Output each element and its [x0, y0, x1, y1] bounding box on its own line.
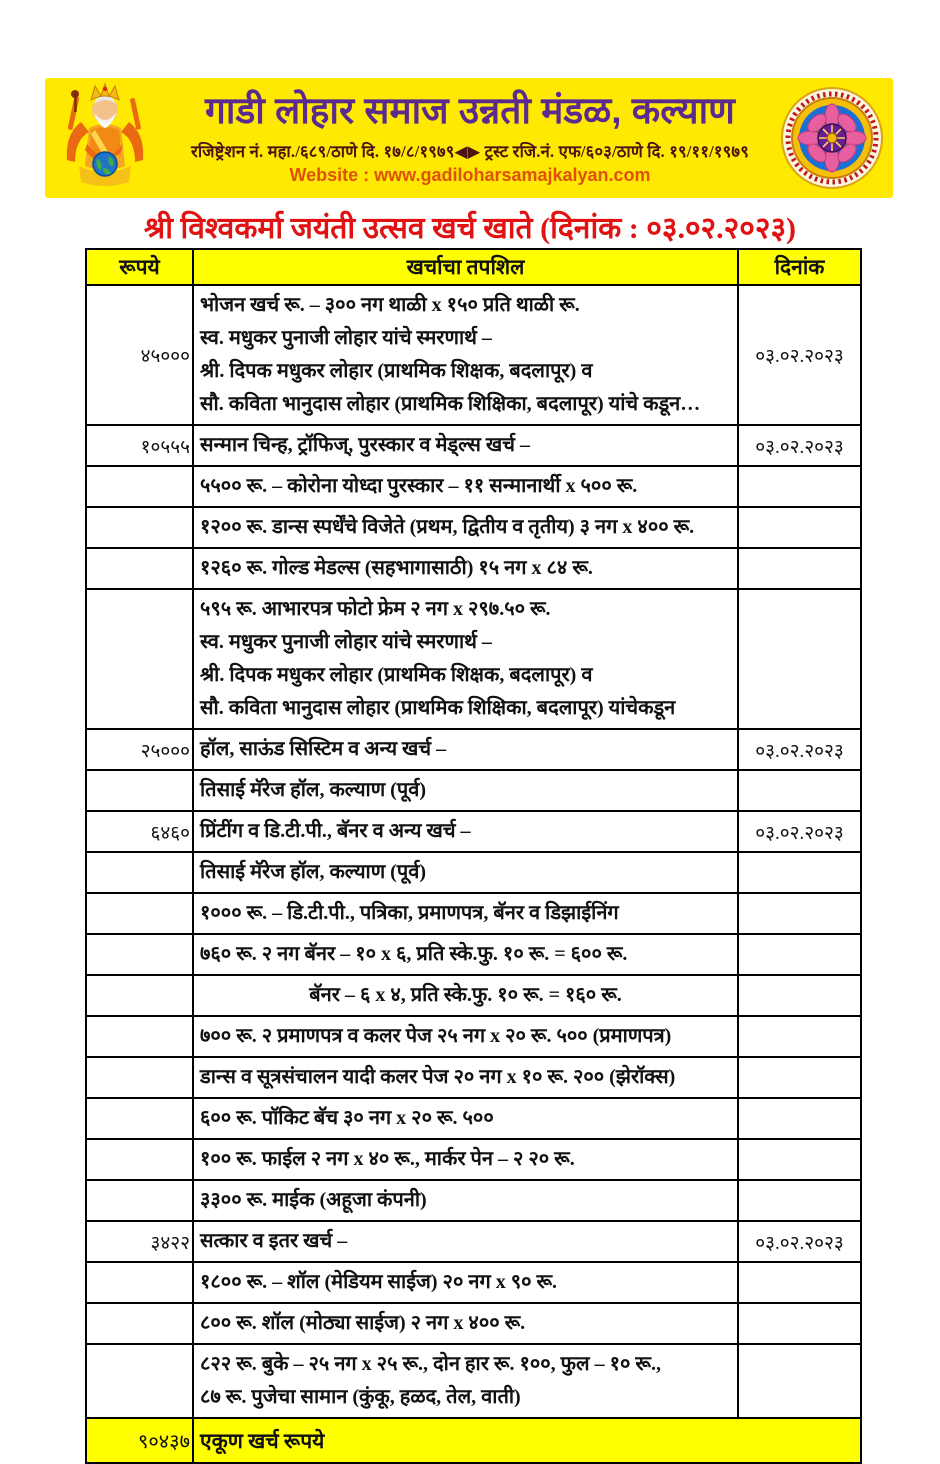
details-cell — [193, 975, 738, 1016]
amount-cell — [86, 893, 193, 934]
date-cell — [738, 466, 861, 507]
detail-line: सौ. कविता भानुदास लोहार (प्राथमिक शिक्षिका, बदलापूर) यांचेकडून — [200, 697, 676, 719]
date-cell: ०३.०२.२०२३ — [738, 1221, 861, 1262]
amount-cell — [86, 1016, 193, 1057]
detail-line: ८०० रू. शॉल (मोठ्या साईज) २ नग x ४०० रू. — [200, 1312, 526, 1334]
detail-line: स्व. मधुकर पुनाजी लोहार यांचे स्मरणार्थ – — [200, 327, 492, 349]
masthead-banner — [45, 78, 893, 198]
table-row — [86, 1180, 861, 1221]
detail-line: १८०० रू. – शॉल (मेडियम साईज) २० नग x ९० रू. — [200, 1271, 558, 1293]
table-row — [86, 1303, 861, 1344]
amount-cell — [86, 548, 193, 589]
detail-line: सत्कार व इतर खर्च – — [200, 1230, 348, 1252]
table-row — [86, 1016, 861, 1057]
detail-line: १२६० रू. गोल्ड मेडल्स (सहभागासाठी) १५ नग x ८४ रू. — [200, 557, 593, 579]
amount-cell — [86, 1057, 193, 1098]
detail-line: प्रिंटींग व डि.टी.पी., बॅनर व अन्य खर्च – — [200, 820, 471, 842]
vishwakarma-deity-logo — [51, 82, 159, 194]
table-row — [86, 770, 861, 811]
detail-line: श्री. दिपक मधुकर लोहार (प्राथमिक शिक्षक, बदलापूर) व — [200, 360, 593, 382]
table-row — [86, 1098, 861, 1139]
date-cell — [738, 1016, 861, 1057]
table-row — [86, 507, 861, 548]
table-row — [86, 548, 861, 589]
table-row — [86, 975, 861, 1016]
detail-line: १०० रू. फाईल २ नग x ४० रू., मार्कर पेन – २ २० रू. — [200, 1148, 575, 1170]
amount-cell: २५००० — [86, 729, 193, 770]
table-row — [86, 729, 861, 770]
detail-line: स्व. मधुकर पुनाजी लोहार यांचे स्मरणार्थ – — [200, 631, 492, 653]
date-cell — [738, 852, 861, 893]
amount-cell — [86, 1180, 193, 1221]
detail-line: सौ. कविता भानुदास लोहार (प्राथमिक शिक्षिका, बदलापूर) यांचे कडून… — [200, 393, 701, 415]
details-cell — [193, 1139, 738, 1180]
table-row — [86, 852, 861, 893]
amount-cell — [86, 934, 193, 975]
detail-line: ५५०० रू. – कोरोना योध्दा पुरस्कार – ११ सन्मानार्थी x ५०० रू. — [200, 475, 638, 497]
detail-line: भोजन खर्च रू. – ३०० नग थाळी x १५० प्रति थाळी रू. — [200, 294, 580, 316]
amount-cell — [86, 1303, 193, 1344]
details-cell — [193, 893, 738, 934]
amount-cell: ४५००० — [86, 285, 193, 425]
table-row — [86, 1221, 861, 1262]
date-cell: ०३.०२.२०२३ — [738, 285, 861, 425]
expense-table — [85, 248, 862, 1464]
details-cell — [193, 1344, 738, 1418]
detail-line: ८२२ रू. बुके – २५ नग x २५ रू., दोन हार रू. १००, फुल – १० रू., — [200, 1353, 661, 1375]
details-cell — [193, 1221, 738, 1262]
amount-cell — [86, 852, 193, 893]
table-row — [86, 1344, 861, 1418]
amount-cell — [86, 975, 193, 1016]
column-header-details: खर्चाचा तपशिल — [193, 249, 738, 285]
total-amount: ९०४३७ — [86, 1418, 193, 1463]
amount-cell — [86, 466, 193, 507]
page-title: श्री विश्वकर्मा जयंती उत्सव खर्च खाते (दिनांक : ०३.०२.२०२३) — [143, 212, 797, 245]
detail-line: १२०० रू. डान्स स्पर्धेंचे विजेते (प्रथम, द्वितीय व तृतीय) ३ नग x ४०० रू. — [200, 516, 695, 538]
date-cell — [738, 548, 861, 589]
details-cell — [193, 811, 738, 852]
date-cell: ०३.०२.२०२३ — [738, 425, 861, 466]
amount-cell: ३४२२ — [86, 1221, 193, 1262]
amount-cell: ६४६० — [86, 811, 193, 852]
table-row — [86, 1139, 861, 1180]
details-cell — [193, 852, 738, 893]
amount-cell — [86, 1098, 193, 1139]
details-cell — [193, 1303, 738, 1344]
amount-cell — [86, 770, 193, 811]
details-cell — [193, 507, 738, 548]
date-cell: ०३.०२.२०२३ — [738, 729, 861, 770]
table-row — [86, 1057, 861, 1098]
mandal-circular-emblem — [781, 87, 883, 189]
detail-line: श्री. दिपक मधुकर लोहार (प्राथमिक शिक्षक, बदलापूर) व — [200, 664, 593, 686]
detail-line: ७०० रू. २ प्रमाणपत्र व कलर पेज २५ नग x २० रू. ५०० (प्रमाणपत्र) — [200, 1025, 672, 1047]
registration-line: रजिष्ट्रेशन नं. महा./६८९/ठाणे दि. १७/८/१९७९◀▶ ट्रस्ट रजि.नं. एफ/६०३/ठाणे दि. १९/११/१९७९ — [190, 141, 749, 161]
amount-cell — [86, 1139, 193, 1180]
column-header-amount: रूपये — [86, 249, 193, 285]
date-cell — [738, 893, 861, 934]
detail-line: ३३०० रू. माईक (अहूजा कंपनी) — [200, 1189, 427, 1211]
vishwakarma-deity-icon — [51, 82, 159, 194]
table-row — [86, 285, 861, 425]
details-cell — [193, 1016, 738, 1057]
detail-line: सन्मान चिन्ह, ट्रॉफिज्, पुरस्कार व मेड्ल्स खर्च – — [200, 434, 530, 456]
table-header-row — [86, 249, 861, 285]
total-row — [86, 1418, 861, 1463]
table-row — [86, 934, 861, 975]
table-row — [86, 893, 861, 934]
expense-table-body — [86, 285, 861, 1463]
details-cell — [193, 589, 738, 729]
date-cell — [738, 1303, 861, 1344]
total-label-text: एकूण खर्च रूपये — [200, 1428, 325, 1453]
detail-line: ६०० रू. पॉकिट बॅच ३० नग x २० रू. ५०० — [200, 1107, 494, 1129]
details-cell — [193, 729, 738, 770]
details-cell — [193, 425, 738, 466]
details-cell — [193, 1262, 738, 1303]
date-cell — [738, 507, 861, 548]
column-header-date: दिनांक — [738, 249, 861, 285]
details-cell — [193, 548, 738, 589]
table-row — [86, 589, 861, 729]
detail-line: तिसाई मॅरेज हॉल, कल्याण (पूर्व) — [200, 861, 426, 883]
detail-line: तिसाई मॅरेज हॉल, कल्याण (पूर्व) — [200, 779, 426, 801]
table-row — [86, 466, 861, 507]
amount-cell — [86, 1344, 193, 1418]
detail-line: ८७ रू. पुजेचा सामान (कुंकू, हळद, तेल, वाती) — [200, 1386, 521, 1408]
amount-cell: १०५५५ — [86, 425, 193, 466]
total-label — [193, 1418, 861, 1463]
table-row — [86, 811, 861, 852]
date-cell — [738, 1139, 861, 1180]
date-cell — [738, 1057, 861, 1098]
details-cell — [193, 466, 738, 507]
amount-cell — [86, 589, 193, 729]
mandal-emblem-icon — [781, 87, 883, 189]
detail-line: १००० रू. – डि.टी.पी., पत्रिका, प्रमाणपत्र, बॅनर व डिझाईनिंग — [200, 902, 619, 924]
amount-cell — [86, 1262, 193, 1303]
details-cell — [193, 934, 738, 975]
date-cell: ०३.०२.२०२३ — [738, 811, 861, 852]
detail-line: बॅनर – ६ x ४, प्रति स्के.फु. १० रू. = १६० रू. — [309, 984, 622, 1006]
detail-line: हॉल, साऊंड सिस्टिम व अन्य खर्च – — [200, 738, 447, 760]
date-cell — [738, 1180, 861, 1221]
amount-cell — [86, 507, 193, 548]
table-row — [86, 1262, 861, 1303]
details-cell — [193, 770, 738, 811]
masthead-text — [159, 90, 781, 186]
date-cell — [738, 934, 861, 975]
details-cell — [193, 1098, 738, 1139]
website-line: Website : www.gadiloharsamajkalyan.com — [289, 164, 651, 185]
date-cell — [738, 975, 861, 1016]
details-cell — [193, 1180, 738, 1221]
details-cell — [193, 1057, 738, 1098]
table-row — [86, 425, 861, 466]
detail-line: ५९५ रू. आभारपत्र फोटो फ्रेम २ नग x २९७.५० रू. — [200, 598, 551, 620]
date-cell — [738, 770, 861, 811]
org-name: गाडी लोहार समाज उन्नती मंडळ, कल्याण — [205, 90, 735, 132]
detail-line: डान्स व सूत्रसंचालन यादी कलर पेज २० नग x १० रू. २०० (झेरॉक्स) — [200, 1066, 676, 1088]
date-cell — [738, 1262, 861, 1303]
details-cell — [193, 285, 738, 425]
date-cell — [738, 1098, 861, 1139]
date-cell — [738, 1344, 861, 1418]
date-cell — [738, 589, 861, 729]
detail-line: ७६० रू. २ नग बॅनर – १० x ६, प्रति स्के.फु. १० रू. = ६०० रू. — [200, 943, 628, 965]
